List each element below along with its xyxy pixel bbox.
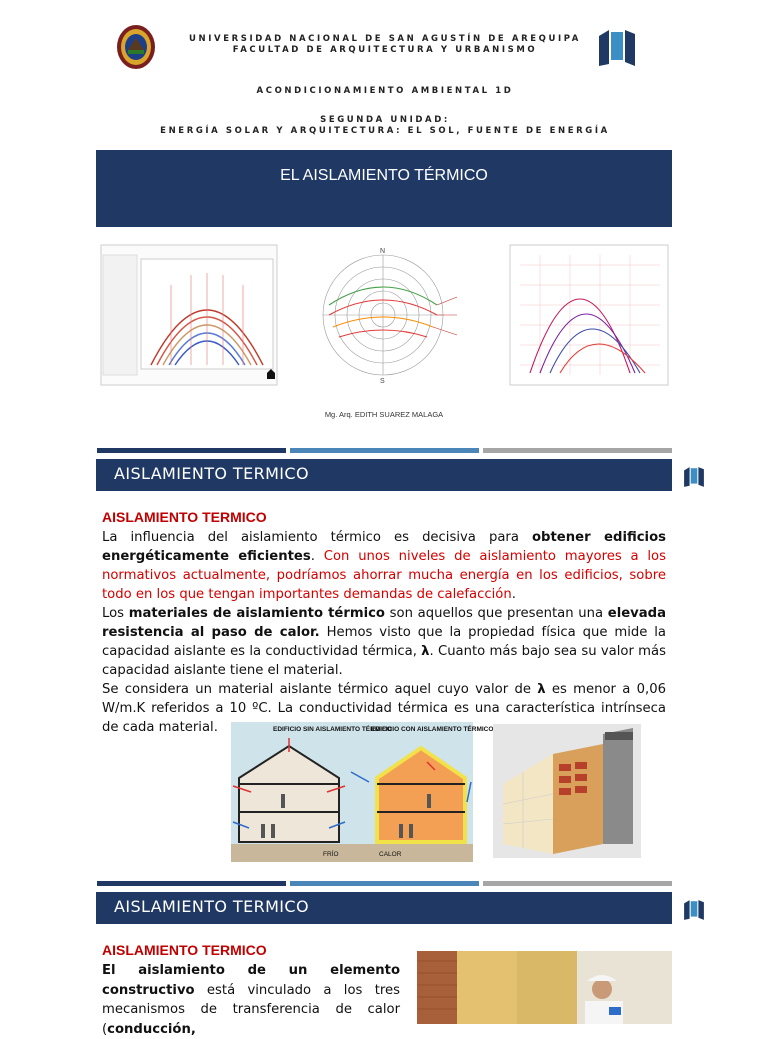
divider-blue — [290, 448, 479, 453]
title-banner — [96, 150, 672, 227]
divider-navy-2 — [97, 881, 286, 886]
faculty-logo-small-2 — [683, 899, 705, 921]
sun-path-chart-3 — [510, 245, 668, 385]
section-subheading: AISLAMIENTO TERMICO — [102, 509, 267, 525]
body-text-2: El aislamiento de un elemento constructivo está vinculado a los tres mecanismos de transferencia de calor (conducción, — [102, 963, 400, 1037]
course-name: ACONDICIONAMIENTO AMBIENTAL 1D — [256, 86, 514, 96]
divider-gray-2 — [483, 881, 672, 886]
section-title-2: AISLAMIENTO TERMICO — [114, 897, 309, 916]
body-text: La influencia del aislamiento térmico es decisiva para obtener edificios energéticamente eficientes. Con unos niveles de aislamiento mayores a los normativos actualmente, podríamos ahorrar mucha energía en los edificios, sobre todo en los que tengan importantes demandas de calefacción. Los materiales de aislamiento térmico son aquellos que presentan una elevada resistencia al paso de calor. Hemos visto que la propiedad física que mide la capacidad aislante es la conductividad térmica, λ. Cuanto más bajo sea su valor más capacidad aislante tiene el material. Se considera un material aislante térmico aquel cuyo valor de λ es menor a 0,06 W/m.K referidos a 10 ºC. La conductividad térmica es una característica intrínseca de cada material. — [102, 530, 666, 735]
label-without-insulation: EDIFICIO SIN AISLAMIENTO TÉRMICO — [273, 726, 392, 733]
author-credit: Mg. Arq. EDITH SUAREZ MALAGA — [324, 410, 444, 419]
insulation-installation-photo — [417, 951, 672, 1024]
divider-blue-2 — [290, 881, 479, 886]
divider-gray — [483, 448, 672, 453]
legend-cold: FRÍO — [323, 851, 339, 858]
faculty-logo-small — [683, 466, 705, 488]
unit-topic: ENERGÍA SOLAR Y ARQUITECTURA: EL SOL, FUENTE DE ENERGÍA — [160, 126, 610, 136]
legend-heat: CALOR — [379, 851, 402, 858]
wall-insulation-photo — [493, 724, 641, 858]
sun-path-chart-2 — [307, 245, 505, 385]
section-subheading-2: AISLAMIENTO TERMICO — [102, 942, 267, 958]
section-title: AISLAMIENTO TERMICO — [114, 464, 309, 483]
unit-label: SEGUNDA UNIDAD: — [320, 115, 450, 125]
divider-navy — [97, 448, 286, 453]
label-with-insulation: EDIFICIO CON AISLAMIENTO TÉRMICO — [371, 726, 494, 733]
faculty-name: FACULTAD DE ARQUITECTURA Y URBANISMO — [232, 45, 538, 55]
faculty-logo — [597, 28, 637, 68]
page-title: EL AISLAMIENTO TÉRMICO — [280, 167, 488, 184]
south-label: S — [380, 378, 385, 385]
insulation-comparison-diagram — [231, 722, 494, 862]
north-label: N — [380, 248, 386, 255]
university-name: UNIVERSIDAD NACIONAL DE SAN AGUSTÍN DE AREQUIPA — [189, 34, 581, 44]
sun-path-chart-1 — [101, 245, 277, 385]
